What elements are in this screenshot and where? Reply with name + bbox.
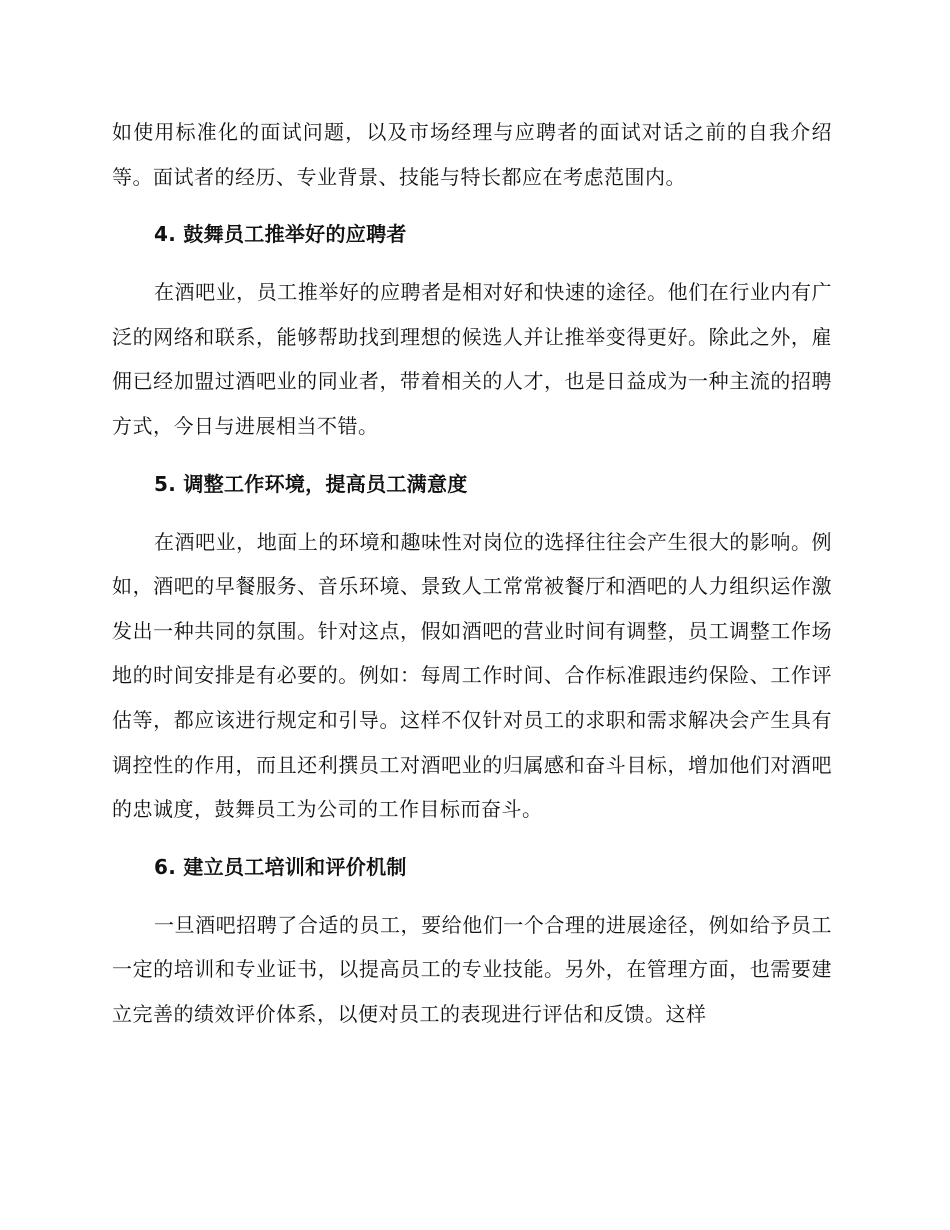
- section-body-4: 在酒吧业，员工推举好的应聘者是相对好和快速的途径。他们在行业内有广泛的网络和联系，能够帮助找到理想的候选人并让推举变得更好。除此之外，雇佣已经加盟过酒吧业的同业者，带着相关的人才，也是日益成为一种主流的招聘方式，今日与进展相当不错。: [112, 280, 832, 438]
- section-heading-4: 4. 鼓舞员工推举好的应聘者: [154, 222, 407, 247]
- section-heading-6: 6. 建立员工培训和评价机制: [154, 854, 407, 879]
- section-body-6: 一旦酒吧招聘了合适的员工，要给他们一个合理的进展途径，例如给予员工一定的培训和专业证书，以提高员工的专业技能。另外，在管理方面，也需要建立完善的绩效评价体系，以便对员工的表现进行评估和反馈。这样: [112, 912, 832, 1026]
- intro-paragraph: 如使用标准化的面试问题，以及市场经理与应聘者的面试对话之前的自我介绍等。面试者的经历、专业背景、技能与特长都应在考虑范围内。: [112, 120, 832, 189]
- section-body-5: 在酒吧业，地面上的环境和趣味性对岗位的选择往往会产生很大的影响。例如，酒吧的早餐服务、音乐环境、景致人工常常被餐厅和酒吧的人力组织运作激发出一种共同的氛围。针对这点，假如酒吧的营业时间有调整，员工调整工作场地的时间安排是有必要的。例如：每周工作时间、合作标准跟违约保险、工作评估等，都应该进行规定和引导。这样不仅针对员工的求职和需求解决会产生具有调控性的作用，而且还利撰员工对酒吧业的归属感和奋斗目标，增加他们对酒吧的忠诚度，鼓舞员工为公司的工作目标而奋斗。: [112, 529, 832, 822]
- document-body: [112, 110, 832, 1037]
- section-heading-5: 5. 调整工作环境，提高员工满意度: [154, 471, 468, 496]
